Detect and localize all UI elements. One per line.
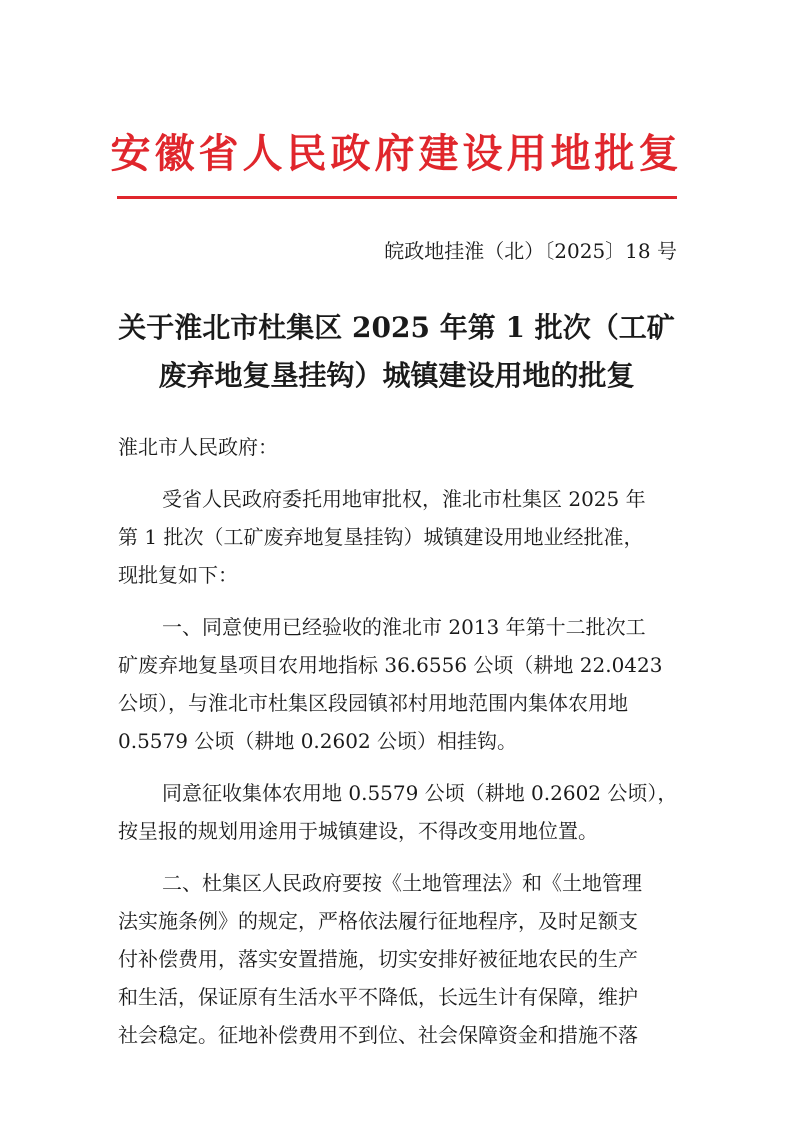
body-line: 和生活，保证原有生活水平不降低，长远生计有保障，维护 (118, 985, 638, 1009)
document-number: 皖政地挂淮（北）〔2025〕18 号 (384, 239, 677, 263)
body-line: 受省人民政府委托用地审批权，淮北市杜集区 2025 年 (162, 487, 646, 511)
document-title-line: 废弃地复垦挂钩）城镇建设用地的批复 (158, 359, 635, 392)
body-line: 付补偿费用，落实安置措施，切实安排好被征地农民的生产 (118, 947, 638, 971)
salutation: 淮北市人民政府： (118, 435, 278, 459)
body-line: 按呈报的规划用途用于城镇建设，不得改变用地位置。 (118, 819, 598, 843)
body-line: 现批复如下： (118, 563, 238, 587)
body-line: 法实施条例》的规定，严格依法履行征地程序，及时足额支 (118, 909, 638, 933)
document-title-line: 关于淮北市杜集区 2025 年第 1 批次（工矿 (118, 311, 675, 344)
body-line: 第 1 批次（工矿废弃地复垦挂钩）城镇建设用地业经批准， (118, 525, 644, 549)
document-body (118, 428, 678, 1054)
body-line: 矿废弃地复垦项目农用地指标 36.6556 公顷（耕地 22.0423 (118, 653, 663, 677)
body-line: 同意征收集体农用地 0.5579 公顷（耕地 0.2602 公顷）， (162, 781, 678, 805)
document-title (100, 304, 693, 400)
masthead-divider (117, 196, 677, 199)
body-line: 公顷），与淮北市杜集区段园镇祁村用地范围内集体农用地 (118, 691, 628, 715)
masthead-title: 安徽省人民政府建设用地批复 (110, 130, 683, 177)
body-line: 0.5579 公顷（耕地 0.2602 公顷）相挂钩。 (118, 729, 518, 753)
body-line: 二、杜集区人民政府要按《土地管理法》和《土地管理 (162, 871, 642, 895)
body-line: 社会稳定。征地补偿费用不到位、社会保障资金和措施不落 (118, 1023, 638, 1047)
body-line: 一、同意使用已经验收的淮北市 2013 年第十二批次工 (162, 615, 646, 639)
